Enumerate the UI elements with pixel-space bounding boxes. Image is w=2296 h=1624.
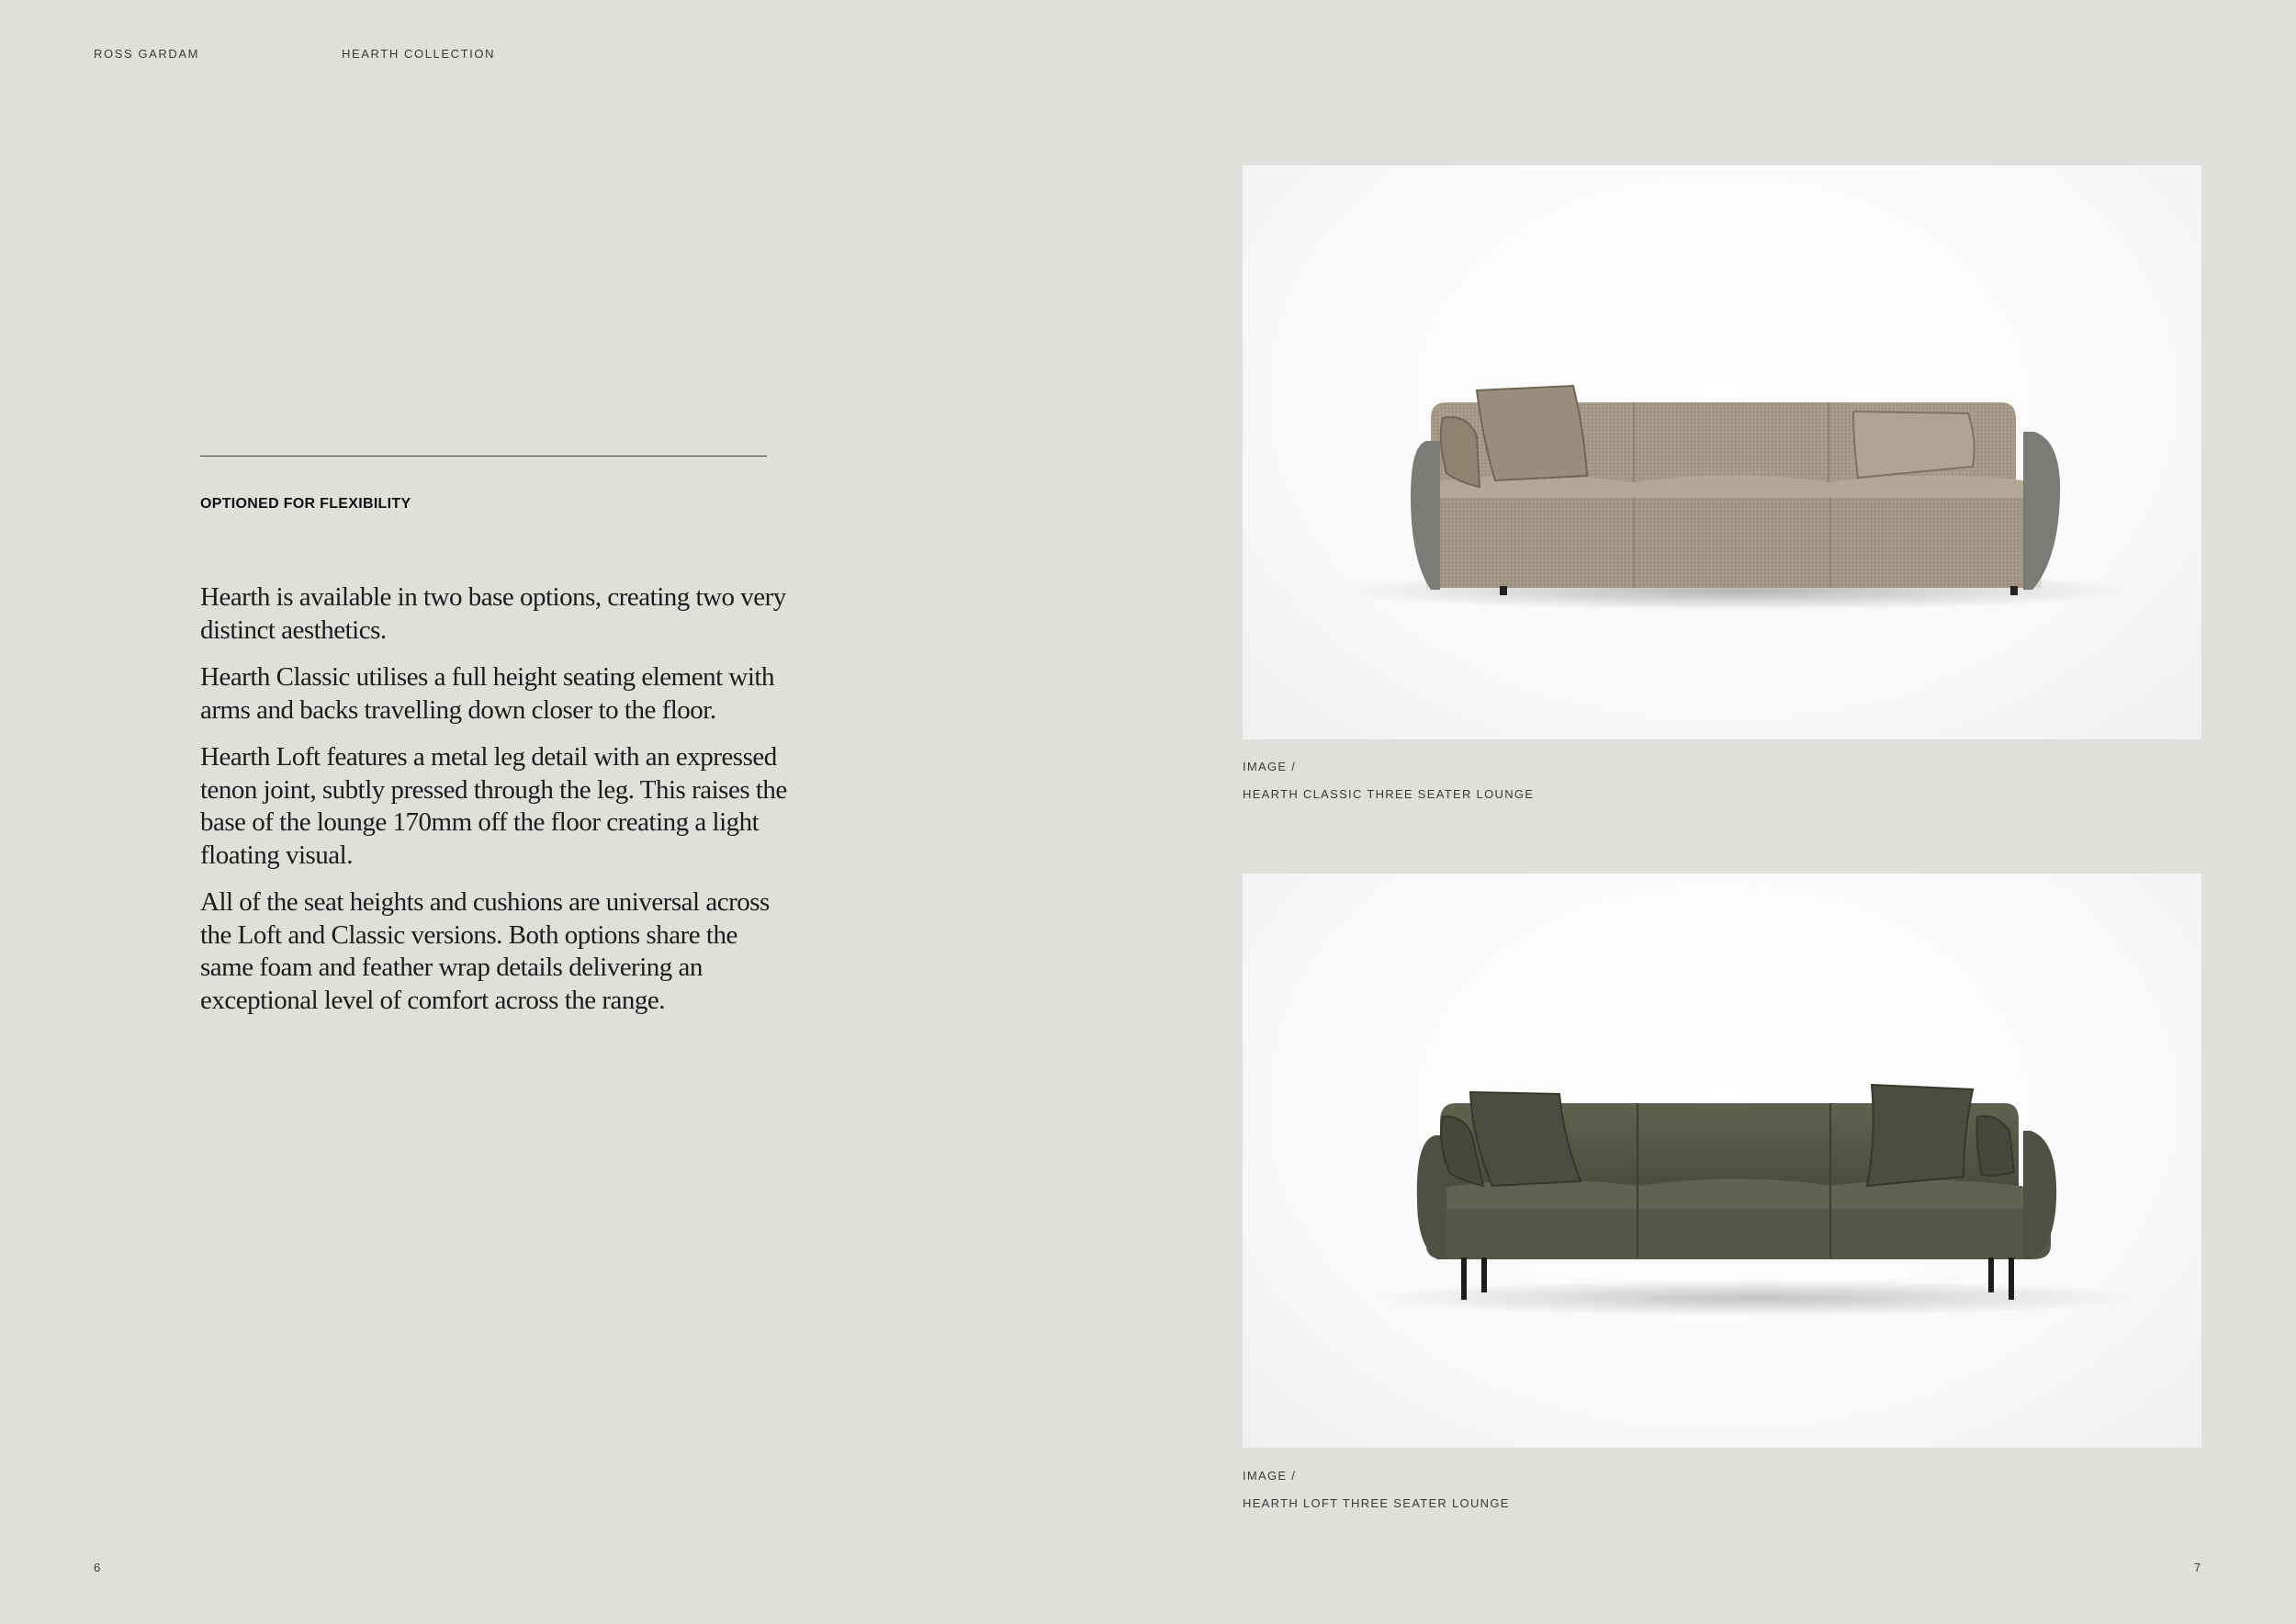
paragraph-1: Hearth is available in two base options, creating two very distinct aesthetics. — [200, 582, 786, 645]
image-caption-1: HEARTH CLASSIC THREE SEATER LOUNGE — [1243, 787, 1535, 801]
paragraph-2: Hearth Classic utilises a full height seating element with arms and backs travelling down closer to the floor. — [200, 662, 774, 725]
section-heading: OPTIONED FOR FLEXIBILITY — [200, 496, 411, 512]
page-number-right: 7 — [2194, 1561, 2201, 1574]
image-label-1: IMAGE / — [1243, 760, 1297, 773]
hearth-classic-photo — [1243, 165, 2201, 739]
page-number-left: 6 — [94, 1561, 101, 1574]
image-caption-2: HEARTH LOFT THREE SEATER LOUNGE — [1243, 1496, 1510, 1510]
paragraph-4: All of the seat heights and cushions are universal across the Loft and Classic versions. Both options share the same foam and feather wrap details delivering an exceptional level of comfort across the range. — [200, 887, 770, 1015]
image-label-2: IMAGE / — [1243, 1469, 1297, 1483]
body-copy — [200, 581, 788, 1032]
hearth-loft-photo — [1243, 874, 2201, 1448]
section-divider — [200, 456, 767, 457]
paragraph-3: Hearth Loft features a metal leg detail with an expressed tenon joint, subtly pressed through the leg. This raises the base of the lounge 170mm off the floor creating a light floating visual. — [200, 742, 787, 870]
collection-name: HEARTH COLLECTION — [342, 47, 496, 61]
brand-name: ROSS GARDAM — [94, 47, 200, 61]
